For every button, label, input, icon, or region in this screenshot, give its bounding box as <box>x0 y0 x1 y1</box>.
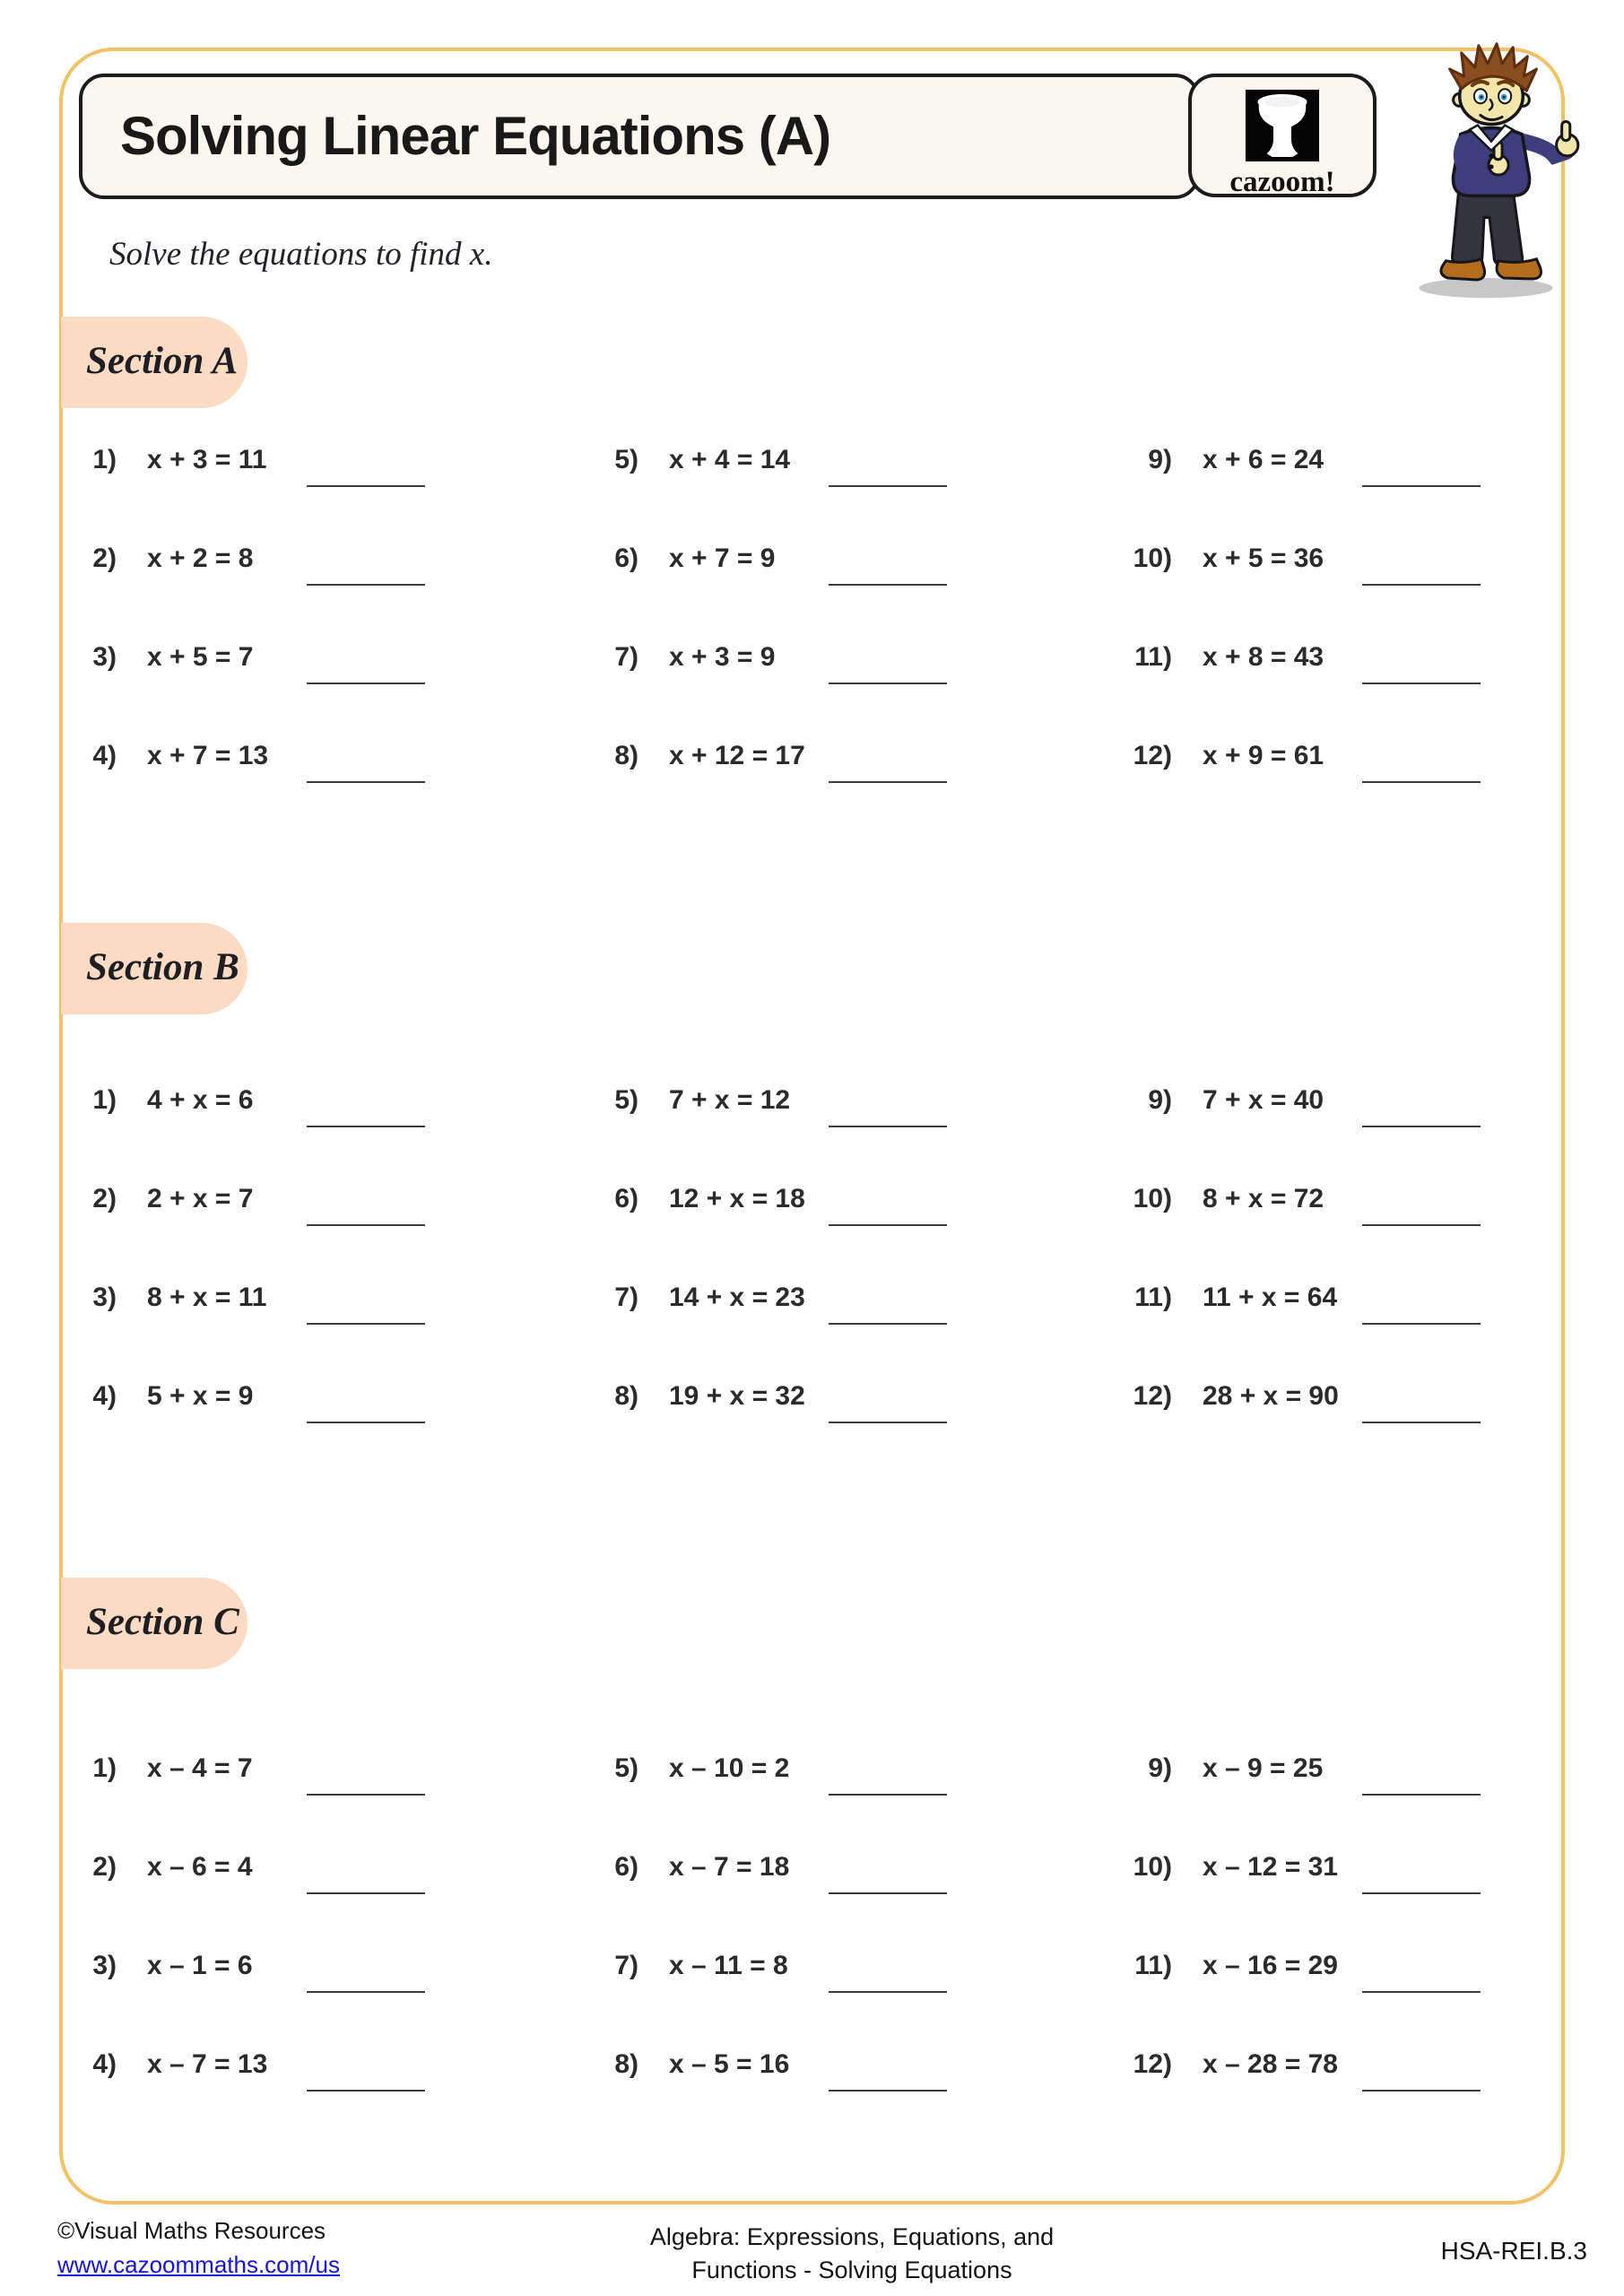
question-row <box>57 1248 524 1347</box>
standard-code: HSA-REI.B.3 <box>1440 2237 1587 2265</box>
question-row <box>57 608 524 707</box>
equation-text: 8 + x = 11 <box>147 1283 267 1312</box>
question-number: 4) <box>92 741 117 770</box>
question-row <box>579 509 1046 608</box>
answer-blank[interactable] <box>1362 1991 1481 1993</box>
answer-blank[interactable] <box>829 683 947 684</box>
question-number: 7) <box>614 1283 638 1312</box>
equation-text: x – 11 = 8 <box>669 1951 788 1980</box>
question-row <box>579 1150 1046 1248</box>
equation-text: 8 + x = 72 <box>1203 1184 1324 1213</box>
equation-text: x – 1 = 6 <box>147 1951 253 1980</box>
answer-blank[interactable] <box>1362 1794 1481 1796</box>
answer-blank[interactable] <box>829 781 947 783</box>
answer-blank[interactable] <box>307 1224 425 1226</box>
section-label: Section B <box>86 946 239 988</box>
question-number: 3) <box>92 1283 117 1312</box>
question-number: 6) <box>614 1852 638 1882</box>
question-row <box>57 1150 524 1248</box>
answer-blank[interactable] <box>1362 781 1481 783</box>
question-number: 12) <box>1133 2049 1172 2079</box>
answer-blank[interactable] <box>829 1224 947 1226</box>
equation-text: x – 10 = 2 <box>669 1753 790 1783</box>
question-number: 12) <box>1133 1381 1172 1411</box>
question-row <box>1113 1248 1579 1347</box>
answer-blank[interactable] <box>307 1991 425 1993</box>
answer-blank[interactable] <box>829 2090 947 2092</box>
answer-blank[interactable] <box>1362 1224 1481 1226</box>
answer-blank[interactable] <box>307 781 425 783</box>
question-row <box>579 1917 1046 2015</box>
question-number: 2) <box>92 544 117 573</box>
cazoom-link[interactable]: www.cazoommaths.com/us <box>57 2251 340 2278</box>
question-row <box>57 1719 524 1818</box>
question-row <box>579 707 1046 805</box>
equation-text: x + 2 = 8 <box>147 544 254 573</box>
answer-blank[interactable] <box>1362 485 1481 487</box>
question-number: 8) <box>614 2049 638 2079</box>
answer-blank[interactable] <box>1362 1422 1481 1423</box>
question-number: 4) <box>92 1381 117 1411</box>
question-row <box>1113 1150 1579 1248</box>
question-number: 10) <box>1133 1852 1172 1882</box>
equation-text: x – 7 = 18 <box>669 1852 790 1882</box>
answer-blank[interactable] <box>1362 1126 1481 1127</box>
section-banner-a <box>61 317 248 408</box>
equation-text: x – 6 = 4 <box>147 1852 253 1882</box>
question-number: 5) <box>614 1085 638 1115</box>
section-b-questions <box>57 1051 1573 1457</box>
equation-text: x – 12 = 31 <box>1203 1852 1338 1882</box>
question-number: 3) <box>92 642 117 672</box>
question-row <box>57 1347 524 1446</box>
question-number: 10) <box>1133 544 1172 573</box>
equation-text: x – 5 = 16 <box>669 2049 790 2079</box>
answer-blank[interactable] <box>307 683 425 684</box>
footer-topic <box>650 2221 1054 2288</box>
question-row <box>1113 411 1579 509</box>
question-number: 10) <box>1133 1184 1172 1213</box>
answer-blank[interactable] <box>1362 584 1481 586</box>
question-row <box>57 707 524 805</box>
answer-blank[interactable] <box>1362 683 1481 684</box>
equation-text: 14 + x = 23 <box>669 1283 805 1312</box>
section-banner-b <box>61 923 248 1014</box>
question-row <box>1113 707 1579 805</box>
equation-text: x + 8 = 43 <box>1203 642 1324 672</box>
equation-text: x + 5 = 7 <box>147 642 254 672</box>
question-number: 3) <box>92 1951 117 1980</box>
answer-blank[interactable] <box>307 1422 425 1423</box>
answer-blank[interactable] <box>829 1794 947 1796</box>
answer-blank[interactable] <box>829 584 947 586</box>
question-number: 11) <box>1134 1283 1172 1312</box>
question-number: 5) <box>614 1753 638 1783</box>
section-banner-c <box>61 1578 248 1669</box>
equation-text: 4 + x = 6 <box>147 1085 254 1115</box>
question-row <box>579 1248 1046 1347</box>
question-number: 6) <box>614 544 638 573</box>
question-number: 1) <box>92 1085 117 1115</box>
section-a-questions <box>57 411 1573 816</box>
equation-text: 12 + x = 18 <box>669 1184 805 1213</box>
section-label: Section C <box>86 1601 239 1643</box>
cazoom-logo <box>1188 74 1376 197</box>
mascot-boy-icon <box>1388 39 1596 305</box>
equation-text: x – 28 = 78 <box>1203 2049 1338 2079</box>
equation-text: 11 + x = 64 <box>1203 1283 1338 1312</box>
equation-text: x – 7 = 13 <box>147 2049 268 2079</box>
equation-text: x – 16 = 29 <box>1203 1951 1338 1980</box>
section-c-questions <box>57 1719 1573 2125</box>
answer-blank[interactable] <box>1362 1323 1481 1325</box>
title-box <box>79 74 1200 199</box>
question-number: 1) <box>92 445 117 474</box>
question-row <box>1113 2015 1579 2114</box>
answer-blank[interactable] <box>307 1892 425 1894</box>
question-row <box>57 509 524 608</box>
copyright-text: ©Visual Maths Resources <box>57 2217 326 2244</box>
equation-text: x + 4 = 14 <box>669 445 791 474</box>
logo-wordmark: cazoom! <box>1229 166 1335 198</box>
question-row <box>57 1051 524 1150</box>
question-number: 2) <box>92 1852 117 1882</box>
question-number: 4) <box>92 2049 117 2079</box>
equation-text: 19 + x = 32 <box>669 1381 805 1411</box>
question-row <box>1113 509 1579 608</box>
page-title: Solving Linear Equations (A) <box>120 106 831 166</box>
equation-text: 2 + x = 7 <box>147 1184 254 1213</box>
answer-blank[interactable] <box>307 1126 425 1127</box>
equation-text: x + 3 = 11 <box>147 445 267 474</box>
answer-blank[interactable] <box>307 2090 425 2092</box>
equation-text: x – 4 = 7 <box>147 1753 253 1783</box>
section-label: Section A <box>86 340 239 382</box>
equation-text: 7 + x = 12 <box>669 1085 791 1115</box>
equation-text: x + 3 = 9 <box>669 642 776 672</box>
question-row <box>1113 608 1579 707</box>
topic-line-1: Algebra: Expressions, Equations, and <box>649 2223 1055 2250</box>
question-row <box>579 1818 1046 1917</box>
question-row <box>57 1818 524 1917</box>
question-number: 11) <box>1134 642 1172 672</box>
question-row <box>1113 1917 1579 2015</box>
question-row <box>579 1051 1046 1150</box>
instruction-text: Solve the equations to find x. <box>109 236 493 273</box>
answer-blank[interactable] <box>307 584 425 586</box>
answer-blank[interactable] <box>1362 1892 1481 1894</box>
question-row <box>1113 1051 1579 1150</box>
answer-blank[interactable] <box>307 485 425 487</box>
equation-text: x + 7 = 13 <box>147 741 269 770</box>
equation-text: x + 6 = 24 <box>1203 445 1324 474</box>
question-row <box>57 1917 524 2015</box>
answer-blank[interactable] <box>829 1126 947 1127</box>
answer-blank[interactable] <box>829 1422 947 1423</box>
topic-line-2: Functions - Solving Equations <box>691 2257 1012 2284</box>
question-row <box>579 1347 1046 1446</box>
question-row <box>57 2015 524 2114</box>
answer-blank[interactable] <box>307 1794 425 1796</box>
question-number: 2) <box>92 1184 117 1213</box>
equation-text: x – 9 = 25 <box>1203 1753 1324 1783</box>
answer-blank[interactable] <box>829 1991 947 1993</box>
equation-text: x + 7 = 9 <box>669 544 776 573</box>
equation-text: 28 + x = 90 <box>1203 1381 1339 1411</box>
equation-text: x + 9 = 61 <box>1203 741 1324 770</box>
question-row <box>1113 1719 1579 1818</box>
question-row <box>1113 1347 1579 1446</box>
question-number: 7) <box>614 642 638 672</box>
question-row <box>57 411 524 509</box>
question-number: 8) <box>614 741 638 770</box>
question-number: 9) <box>1148 1753 1172 1783</box>
answer-blank[interactable] <box>307 1323 425 1325</box>
answer-blank[interactable] <box>829 1323 947 1325</box>
equation-text: 7 + x = 40 <box>1203 1085 1324 1115</box>
question-number: 6) <box>614 1184 638 1213</box>
question-number: 8) <box>614 1381 638 1411</box>
question-row <box>579 2015 1046 2114</box>
equation-text: x + 12 = 17 <box>669 741 805 770</box>
question-number: 11) <box>1134 1951 1172 1980</box>
question-number: 7) <box>614 1951 638 1980</box>
answer-blank[interactable] <box>829 485 947 487</box>
question-number: 9) <box>1148 445 1172 474</box>
question-number: 12) <box>1133 741 1172 770</box>
answer-blank[interactable] <box>829 1892 947 1894</box>
question-number: 5) <box>614 445 638 474</box>
question-row <box>579 608 1046 707</box>
question-number: 9) <box>1148 1085 1172 1115</box>
drum-icon <box>1246 90 1319 161</box>
answer-blank[interactable] <box>1362 2090 1481 2092</box>
question-row <box>1113 1818 1579 1917</box>
question-number: 1) <box>92 1753 117 1783</box>
equation-text: x + 5 = 36 <box>1203 544 1324 573</box>
question-row <box>579 1719 1046 1818</box>
footer-credits <box>57 2217 340 2279</box>
question-row <box>579 411 1046 509</box>
equation-text: 5 + x = 9 <box>147 1381 254 1411</box>
